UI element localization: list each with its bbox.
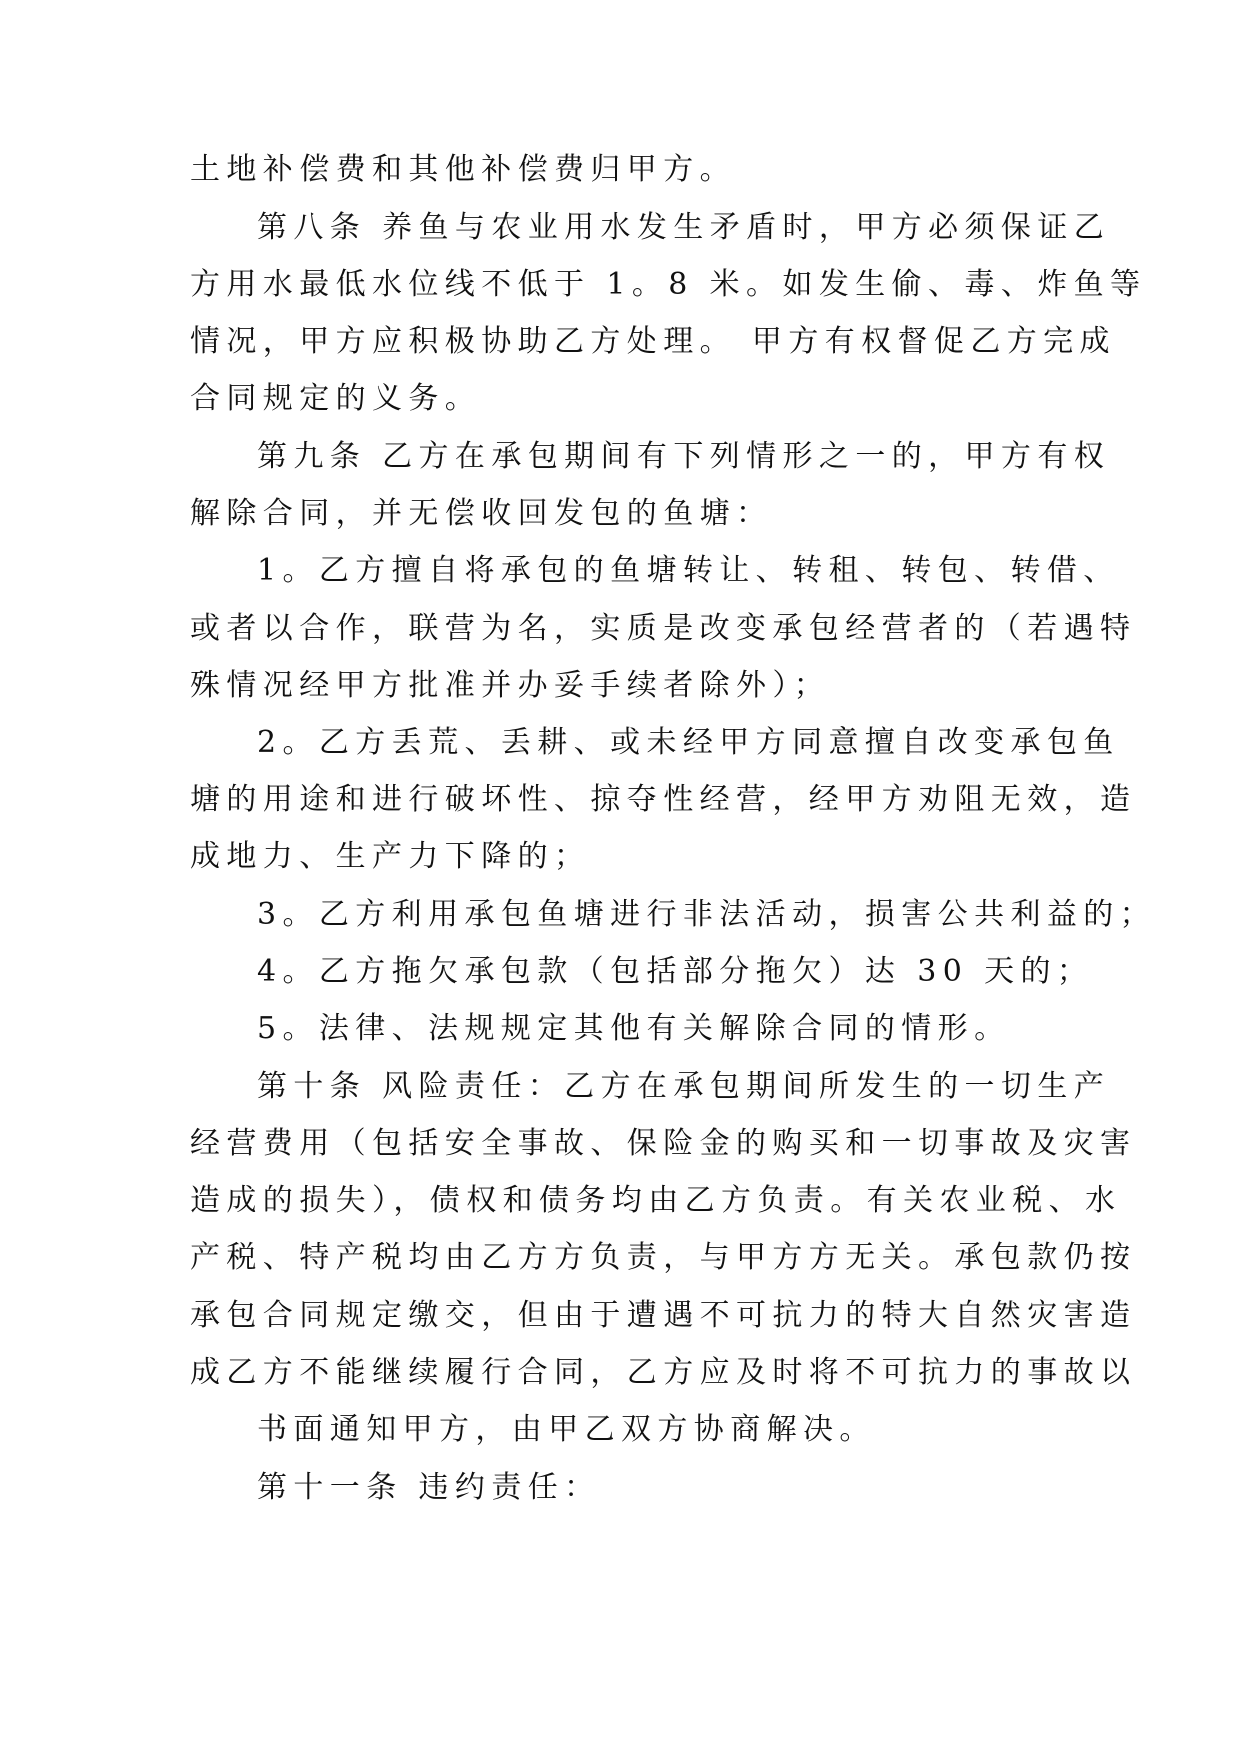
list-item-3-line: 3。乙方利用承包鱼塘进行非法活动，损害公共利益的； xyxy=(257,897,1157,932)
paragraph-line: 成地力、生产力下降的； xyxy=(190,839,591,874)
paragraph-line: 承包合同规定缴交，但由于遭遇不可抗力的特大自然灾害造 xyxy=(190,1298,1137,1333)
paragraph-line: 塘的用途和进行破坏性、掠夺性经营，经甲方劝阻无效，造 xyxy=(190,782,1137,817)
paragraph-line: 情况，甲方应积极协助乙方处理。 甲方有权督促乙方完成 xyxy=(190,324,1116,359)
article-9-heading-line: 第九条 乙方在承包期间有下列情形之一的，甲方有权 xyxy=(257,439,1111,474)
article-10-heading-line: 第十条 风险责任：乙方在承包期间所发生的一切生产 xyxy=(257,1069,1111,1104)
list-item-4-line: 4。乙方拖欠承包款（包括部分拖欠）达 30 天的； xyxy=(257,954,1094,989)
list-item-2-line: 2。乙方丢荒、丢耕、或未经甲方同意擅自改变承包鱼 xyxy=(257,725,1120,760)
paragraph-line: 成乙方不能继续履行合同，乙方应及时将不可抗力的事故以 xyxy=(190,1355,1137,1390)
paragraph-line: 书面通知甲方，由甲乙双方协商解决。 xyxy=(257,1412,876,1447)
paragraph-line: 经营费用（包括安全事故、保险金的购买和一切事故及灾害 xyxy=(190,1126,1137,1161)
article-8-heading-line: 第八条 养鱼与农业用水发生矛盾时，甲方必须保证乙 xyxy=(257,210,1111,245)
paragraph-line: 产税、特产税均由乙方方负责，与甲方方无关。承包款仍按 xyxy=(190,1240,1137,1275)
paragraph-line: 或者以合作，联营为名，实质是改变承包经营者的（若遇特 xyxy=(190,611,1137,646)
paragraph-line: 土地补偿费和其他补偿费归甲方。 xyxy=(190,152,736,187)
paragraph-line: 造成的损失），债权和债务均由乙方负责。有关农业税、水 xyxy=(190,1183,1122,1218)
paragraph-line: 方用水最低水位线不低于 1。8 米。如发生偷、毒、炸鱼等 xyxy=(190,267,1147,302)
list-item-5-line: 5。法律、法规规定其他有关解除合同的情形。 xyxy=(257,1011,1011,1046)
list-item-1-line: 1。乙方擅自将承包的鱼塘转让、转租、转包、转借、 xyxy=(257,553,1120,588)
paragraph-line: 殊情况经甲方批准并办妥手续者除外）； xyxy=(190,668,831,703)
paragraph-line: 合同规定的义务。 xyxy=(190,381,482,416)
article-11-heading-line: 第十一条 违约责任： xyxy=(257,1470,601,1505)
paragraph-line: 解除合同，并无偿收回发包的鱼塘： xyxy=(190,496,773,531)
